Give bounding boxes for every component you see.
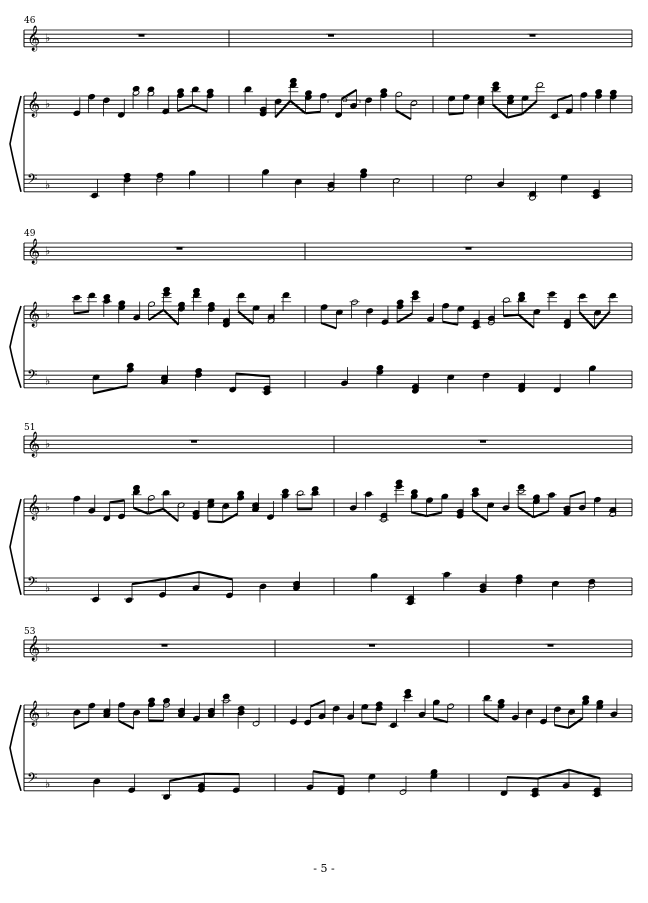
note-beam <box>570 492 585 497</box>
note-head <box>91 192 98 198</box>
note-head <box>73 110 80 116</box>
note-beam <box>449 113 464 114</box>
note-head <box>341 380 348 386</box>
note-head <box>318 713 325 719</box>
flat-icon: ♭ <box>45 581 51 595</box>
note-beam <box>236 374 270 377</box>
note-head <box>73 495 80 501</box>
note-beam <box>208 521 223 522</box>
note-head <box>226 592 233 598</box>
note-head <box>552 581 559 587</box>
note-head <box>93 778 100 784</box>
note-head <box>347 714 354 720</box>
note-beam <box>74 722 89 729</box>
note-head <box>118 513 125 519</box>
note-beam <box>443 322 458 325</box>
note-head <box>275 98 282 104</box>
flat-icon: ♭ <box>45 374 51 388</box>
note-head <box>536 82 543 88</box>
note-beam <box>555 725 569 728</box>
note-beam <box>519 315 534 328</box>
note-head <box>457 306 464 312</box>
note-head <box>350 505 357 511</box>
note-beam <box>290 101 305 113</box>
note-head <box>589 365 596 371</box>
note-head <box>304 719 311 725</box>
note-head <box>133 709 140 715</box>
note-head <box>162 108 169 114</box>
piano-brace <box>10 306 21 388</box>
note-head <box>262 169 269 175</box>
note-head <box>503 297 510 303</box>
note-head <box>252 720 259 726</box>
flat-icon: ♭ <box>45 641 51 655</box>
note-head <box>433 699 440 705</box>
note-head <box>465 175 472 181</box>
measure-number-53: 53 <box>24 627 36 637</box>
note-head <box>306 784 313 790</box>
note-head <box>427 316 434 322</box>
treble-clef-icon: 𝄞 <box>27 92 41 117</box>
note-head <box>321 304 328 310</box>
note-beam <box>362 723 376 725</box>
system-53 <box>10 635 632 800</box>
note-head <box>320 93 327 99</box>
note-head <box>295 179 302 185</box>
note-head <box>125 597 132 603</box>
tuplet-number: 3 <box>343 95 349 104</box>
bass-clef-icon: 𝄢 <box>27 770 38 789</box>
note-head <box>483 372 490 378</box>
treble-clef-icon: 𝄞 <box>27 432 41 457</box>
piano-brace <box>10 96 21 192</box>
note-beam <box>170 774 205 781</box>
note-head <box>442 303 449 309</box>
note-head <box>381 319 388 325</box>
note-head <box>540 718 547 724</box>
note-head <box>551 113 558 119</box>
note-head <box>483 694 490 700</box>
system-49 <box>10 238 632 396</box>
note-head <box>610 711 617 717</box>
note-head <box>118 702 125 708</box>
note-head <box>229 386 236 392</box>
note-head <box>365 97 372 103</box>
treble-clef-icon: 𝄞 <box>27 701 41 726</box>
bass-clef-icon: 𝄢 <box>27 574 38 593</box>
note-beam <box>503 315 518 316</box>
note-beam <box>132 579 166 584</box>
note-head <box>568 709 575 715</box>
note-head <box>410 100 417 106</box>
note-head <box>393 178 400 184</box>
piano-brace <box>10 705 21 791</box>
flat-icon: ♭ <box>45 777 51 791</box>
flat-icon: ♭ <box>45 706 51 720</box>
note-head <box>562 783 569 789</box>
note-head <box>233 787 240 793</box>
note-head <box>244 86 251 92</box>
note-beam <box>522 101 537 114</box>
page-number: - 5 - <box>313 862 335 875</box>
note-head <box>418 711 425 717</box>
note-beam <box>311 700 325 706</box>
note-head <box>192 86 199 92</box>
note-head <box>192 585 199 591</box>
treble-clef-icon: 𝄞 <box>27 636 41 661</box>
note-head <box>533 309 540 315</box>
note-beam <box>493 104 508 117</box>
note-head <box>368 774 375 780</box>
note-beam <box>396 110 411 119</box>
note-head <box>365 491 372 497</box>
flat-icon: ♭ <box>45 437 51 451</box>
flat-icon: ♭ <box>45 31 51 45</box>
note-head <box>333 705 340 711</box>
note-head <box>267 514 274 520</box>
note-beam <box>569 718 583 728</box>
note-head <box>222 503 229 509</box>
treble-clef-icon: 𝄞 <box>27 239 41 264</box>
note-beam <box>133 508 148 514</box>
note-beam <box>163 509 178 521</box>
note-head <box>561 175 568 181</box>
note-head <box>350 103 357 109</box>
note-head <box>447 703 454 709</box>
treble-clef-icon: 𝄞 <box>27 26 41 51</box>
note-head <box>390 722 397 728</box>
note-head <box>88 508 95 514</box>
note-head <box>103 97 110 103</box>
note-head <box>594 496 601 502</box>
note-head <box>73 709 80 715</box>
note-beam <box>93 386 127 394</box>
note-head <box>426 497 433 503</box>
flat-icon: ♭ <box>45 307 51 321</box>
note-head <box>193 715 200 721</box>
note-beam <box>321 323 336 328</box>
note-beam <box>507 777 538 778</box>
measure-number-46: 46 <box>24 16 36 26</box>
note-head <box>554 706 561 712</box>
note-head <box>88 94 95 100</box>
piano-brace <box>10 499 21 595</box>
note-beam <box>238 311 253 324</box>
note-head <box>579 505 586 511</box>
note-beam <box>223 514 238 523</box>
note-beam <box>74 311 89 313</box>
note-head <box>92 596 99 602</box>
note-head <box>497 181 504 187</box>
treble-clef-icon: 𝄞 <box>27 302 41 327</box>
note-head <box>351 299 358 305</box>
note-head <box>512 714 519 720</box>
note-beam <box>110 500 125 502</box>
bass-clef-icon: 𝄢 <box>27 367 38 386</box>
note-head <box>259 583 266 589</box>
note-head <box>579 293 586 299</box>
note-head <box>441 493 448 499</box>
note-head <box>526 709 533 715</box>
flat-icon: ♭ <box>45 500 51 514</box>
note-head <box>133 314 140 320</box>
bass-clef-icon: 𝄢 <box>27 171 38 190</box>
note-head <box>159 592 166 598</box>
flat-icon: ♭ <box>45 97 51 111</box>
note-head <box>103 515 110 521</box>
note-head <box>399 789 406 795</box>
system-46 <box>10 25 632 201</box>
note-head <box>463 94 470 100</box>
flat-icon: ♭ <box>45 178 51 192</box>
note-head <box>128 787 135 793</box>
note-head <box>88 702 95 708</box>
note-head <box>366 308 373 314</box>
note-head <box>282 292 289 298</box>
note-head <box>297 490 304 496</box>
note-head <box>148 495 155 501</box>
flat-icon: ♭ <box>45 244 51 258</box>
treble-clef-icon: 𝄞 <box>27 495 41 520</box>
note-head <box>548 291 555 297</box>
note-head <box>502 505 509 511</box>
note-head <box>290 719 297 725</box>
note-head <box>580 92 587 98</box>
system-51 <box>10 431 632 605</box>
note-head <box>395 91 402 97</box>
measure-number-49: 49 <box>24 229 36 239</box>
note-beam <box>507 114 522 118</box>
measure-number-51: 51 <box>24 423 36 433</box>
note-head <box>443 571 450 577</box>
note-beam <box>305 112 320 113</box>
